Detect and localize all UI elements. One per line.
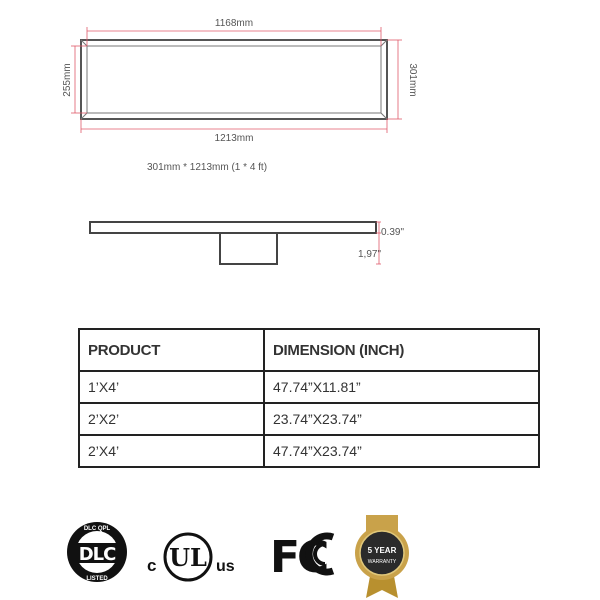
cell-product: 1’X4’ bbox=[79, 371, 264, 403]
table-row bbox=[79, 435, 539, 467]
svg-text:DLC: DLC bbox=[78, 544, 116, 565]
table-row bbox=[79, 403, 539, 435]
depth-label: 1,97" bbox=[358, 249, 382, 260]
svg-text:DLC QPL: DLC QPL bbox=[83, 526, 111, 532]
left-height-label: 255mm bbox=[62, 63, 73, 97]
svg-text:FC: FC bbox=[270, 532, 327, 583]
bottom-width-label: 1213mm bbox=[214, 133, 254, 144]
dimension-table bbox=[78, 328, 540, 468]
table-row bbox=[79, 371, 539, 403]
certification-logos bbox=[0, 510, 600, 600]
cell-dimension: 23.74”X23.74” bbox=[264, 403, 539, 435]
right-height-label: 301mm bbox=[407, 63, 418, 97]
dlc-logo bbox=[67, 522, 127, 582]
svg-text:us: us bbox=[216, 558, 235, 575]
panel-front-view bbox=[81, 40, 387, 119]
header-dimension: DIMENSION (INCH) bbox=[264, 329, 539, 371]
top-width-dimension bbox=[87, 27, 381, 46]
svg-text:c: c bbox=[147, 556, 157, 575]
cell-product: 2’X4’ bbox=[79, 435, 264, 467]
bottom-width-dimension bbox=[81, 119, 387, 133]
top-width-label: 1168mm bbox=[214, 18, 254, 29]
ul-logo bbox=[147, 534, 235, 580]
right-height-dimension bbox=[387, 40, 402, 119]
cell-product: 2’X2’ bbox=[79, 403, 264, 435]
fcc-logo bbox=[270, 532, 333, 583]
panel-side-view bbox=[90, 222, 376, 264]
svg-text:WARRANTY: WARRANTY bbox=[367, 559, 397, 565]
warranty-badge bbox=[355, 515, 409, 598]
thickness-label: 0.39" bbox=[381, 227, 405, 238]
cell-dimension: 47.74”X23.74” bbox=[264, 435, 539, 467]
svg-text:UL: UL bbox=[169, 543, 207, 572]
panel-size-caption: 301mm * 1213mm (1 * 4 ft) bbox=[147, 162, 268, 173]
header-product: PRODUCT bbox=[79, 329, 264, 371]
table-header-row bbox=[79, 329, 539, 371]
svg-text:LISTED: LISTED bbox=[86, 576, 108, 582]
left-height-dimension bbox=[71, 46, 87, 113]
cell-dimension: 47.74”X11.81” bbox=[264, 371, 539, 403]
svg-text:5 YEAR: 5 YEAR bbox=[367, 546, 397, 555]
